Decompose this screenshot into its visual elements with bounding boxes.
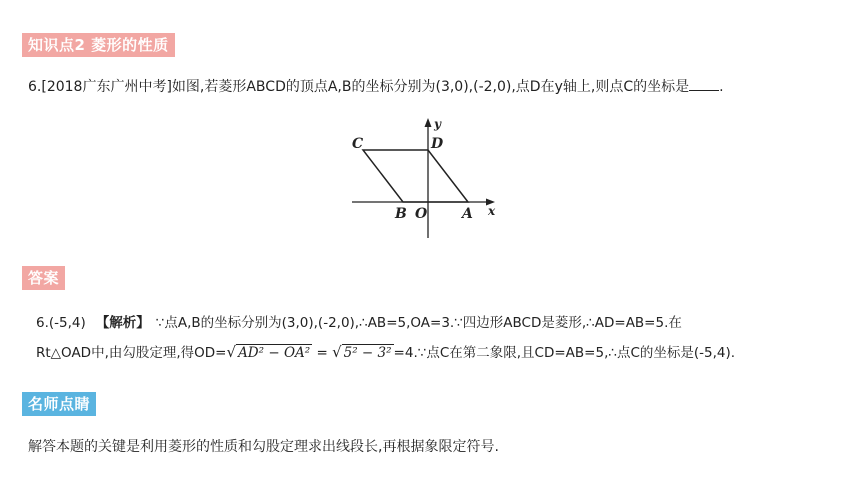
section-tag-teacher-tips: 名师点睛 bbox=[22, 392, 96, 416]
rhombus-abcd bbox=[363, 150, 468, 202]
sqrt-expression-2: √ 5² − 3² bbox=[332, 343, 392, 361]
label-y: y bbox=[434, 117, 441, 131]
answer-blank bbox=[689, 78, 719, 91]
section-tag-knowledge-point: 知识点2 菱形的性质 bbox=[22, 33, 175, 57]
question-end: . bbox=[719, 79, 724, 95]
analysis-text-2a: Rt△OAD中,由勾股定理,得OD= bbox=[36, 345, 227, 361]
sqrt-radicand-2: 5² − 3² bbox=[343, 345, 392, 361]
y-axis-arrow bbox=[425, 118, 432, 127]
label-x: x bbox=[488, 204, 496, 218]
analysis-text-2b: =4.∵点C在第二象限,且CD=AB=5,∴点C的坐标是(-5,4). bbox=[393, 345, 736, 361]
label-a: A bbox=[462, 206, 473, 222]
question-text bbox=[28, 76, 724, 96]
question-body: 6.[2018广东广州中考]如图,若菱形ABCD的顶点A,B的坐标分别为(3,0),(-2,0),点D在y轴上,则点C的坐标是 bbox=[28, 79, 690, 95]
answer-value: 6.(-5,4) bbox=[36, 315, 86, 331]
label-b: B bbox=[395, 206, 407, 222]
sqrt-expression-1: √ AD² − OA² bbox=[226, 343, 311, 361]
answer-line-1 bbox=[36, 311, 682, 331]
sqrt-radicand-1: AD² − OA² bbox=[238, 345, 311, 361]
label-o: O bbox=[415, 206, 428, 222]
label-d: D bbox=[431, 136, 444, 152]
equals-sign: = bbox=[312, 345, 333, 361]
teacher-tips-text: 解答本题的关键是利用菱形的性质和勾股定理求出线段长,再根据象限定符号. bbox=[28, 439, 499, 455]
label-c: C bbox=[352, 136, 364, 152]
analysis-text-1: ∵点A,B的坐标分别为(3,0),(-2,0),∴AB=5,OA=3.∵四边形ABCD是菱形,∴AD=AB=5.在 bbox=[155, 315, 682, 331]
section-tag-answer: 答案 bbox=[22, 266, 65, 290]
rhombus-coordinate-figure bbox=[340, 112, 510, 242]
analysis-bracket: 【解析】 bbox=[95, 315, 150, 331]
answer-line-2 bbox=[36, 341, 735, 361]
